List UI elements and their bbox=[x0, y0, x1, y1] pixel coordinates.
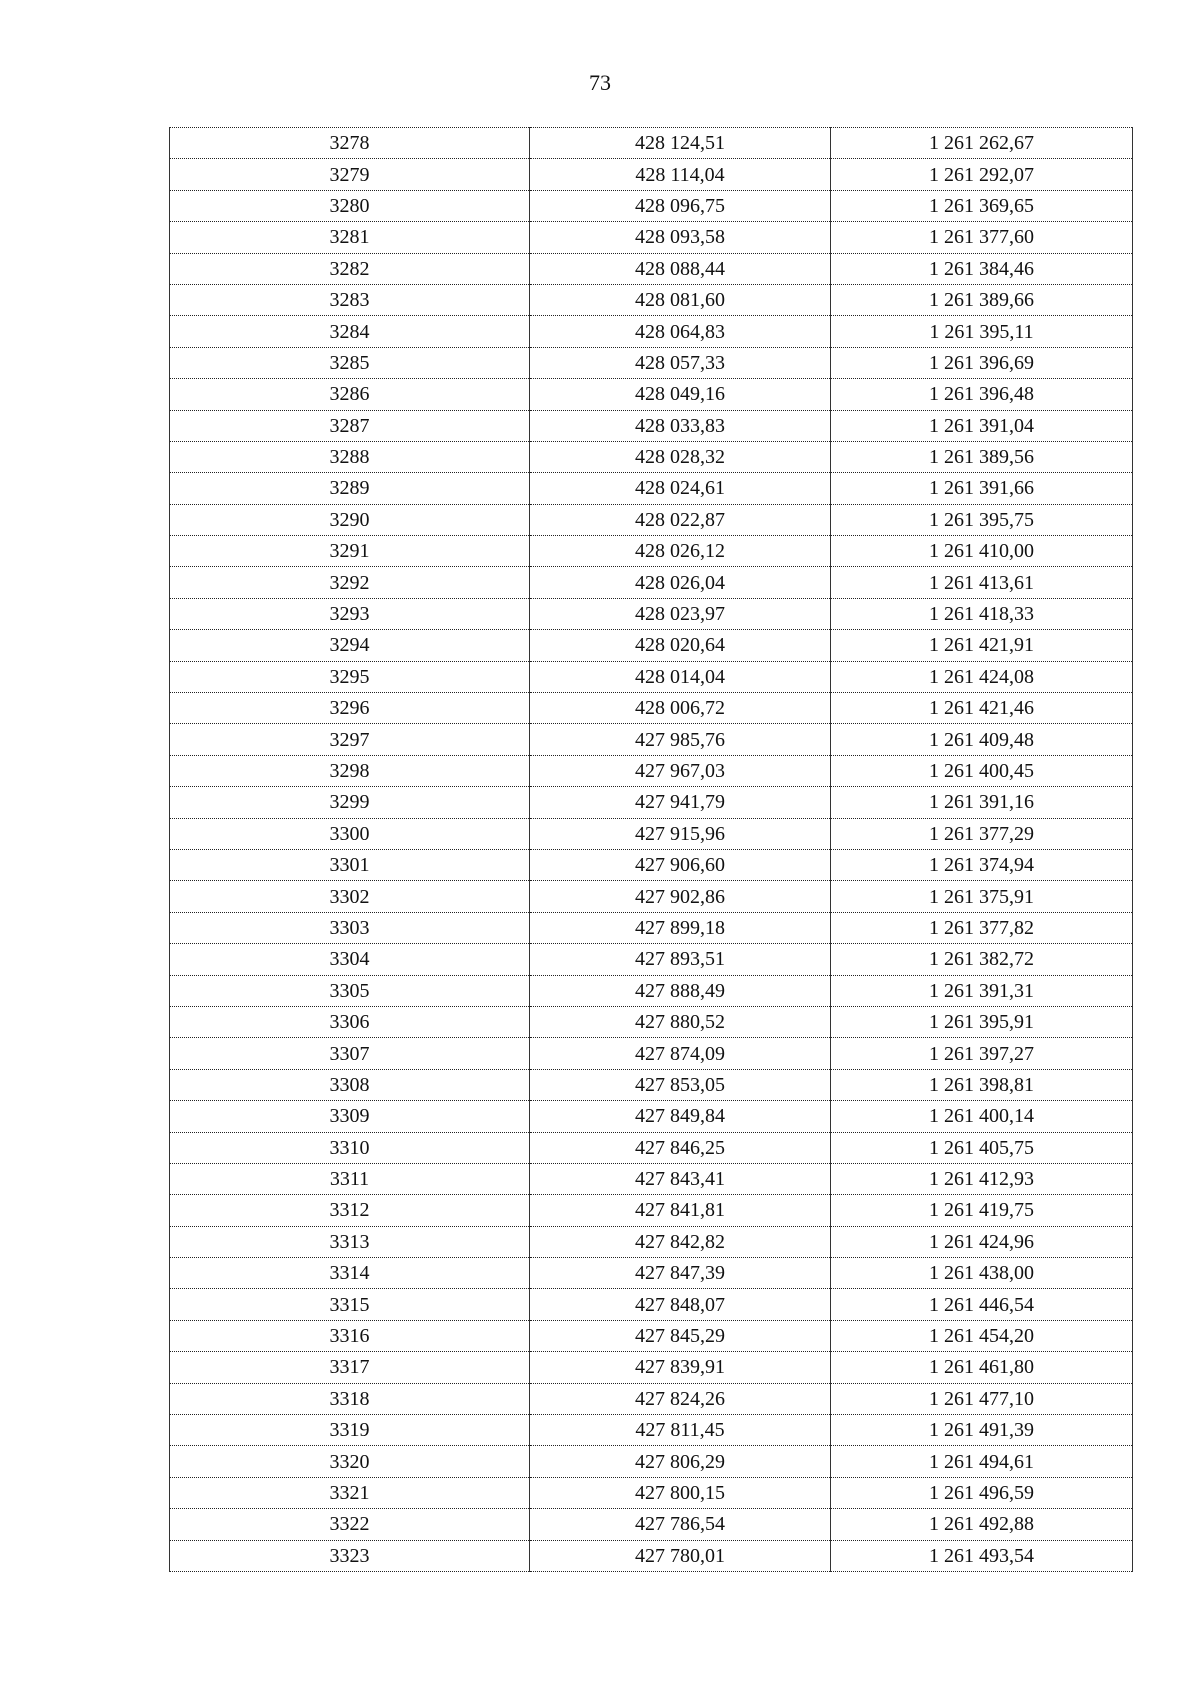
y-coordinate-cell: 1 261 292,07 bbox=[831, 159, 1133, 190]
y-coordinate-cell: 1 261 382,72 bbox=[831, 944, 1133, 975]
table-row bbox=[170, 536, 1133, 567]
point-number-cell: 3282 bbox=[170, 253, 530, 284]
y-coordinate-cell: 1 261 491,39 bbox=[831, 1415, 1133, 1446]
y-coordinate-cell: 1 261 377,82 bbox=[831, 912, 1133, 943]
point-number-cell: 3293 bbox=[170, 598, 530, 629]
table-row bbox=[170, 944, 1133, 975]
x-coordinate-cell: 428 088,44 bbox=[530, 253, 831, 284]
point-number-cell: 3283 bbox=[170, 284, 530, 315]
point-number-cell: 3280 bbox=[170, 190, 530, 221]
y-coordinate-cell: 1 261 391,66 bbox=[831, 473, 1133, 504]
table-row bbox=[170, 1446, 1133, 1477]
y-coordinate-cell: 1 261 395,75 bbox=[831, 504, 1133, 535]
point-number-cell: 3302 bbox=[170, 881, 530, 912]
table-row bbox=[170, 818, 1133, 849]
x-coordinate-cell: 428 020,64 bbox=[530, 630, 831, 661]
x-coordinate-cell: 427 853,05 bbox=[530, 1069, 831, 1100]
table-row bbox=[170, 849, 1133, 880]
point-number-cell: 3291 bbox=[170, 536, 530, 567]
table-row bbox=[170, 1195, 1133, 1226]
point-number-cell: 3298 bbox=[170, 755, 530, 786]
point-number-cell: 3294 bbox=[170, 630, 530, 661]
point-number-cell: 3281 bbox=[170, 222, 530, 253]
x-coordinate-cell: 427 806,29 bbox=[530, 1446, 831, 1477]
x-coordinate-cell: 427 780,01 bbox=[530, 1540, 831, 1571]
y-coordinate-cell: 1 261 421,91 bbox=[831, 630, 1133, 661]
point-number-cell: 3287 bbox=[170, 410, 530, 441]
point-number-cell: 3308 bbox=[170, 1069, 530, 1100]
x-coordinate-cell: 427 874,09 bbox=[530, 1038, 831, 1069]
x-coordinate-cell: 427 849,84 bbox=[530, 1101, 831, 1132]
page-number: 73 bbox=[589, 70, 611, 95]
y-coordinate-cell: 1 261 477,10 bbox=[831, 1383, 1133, 1414]
x-coordinate-cell: 427 811,45 bbox=[530, 1415, 831, 1446]
x-coordinate-cell: 428 023,97 bbox=[530, 598, 831, 629]
y-coordinate-cell: 1 261 377,60 bbox=[831, 222, 1133, 253]
point-number-cell: 3303 bbox=[170, 912, 530, 943]
point-number-cell: 3299 bbox=[170, 787, 530, 818]
point-number-cell: 3295 bbox=[170, 661, 530, 692]
y-coordinate-cell: 1 261 391,04 bbox=[831, 410, 1133, 441]
table-row bbox=[170, 1509, 1133, 1540]
y-coordinate-cell: 1 261 397,27 bbox=[831, 1038, 1133, 1069]
table-row bbox=[170, 724, 1133, 755]
x-coordinate-cell: 428 022,87 bbox=[530, 504, 831, 535]
table-row bbox=[170, 128, 1133, 159]
table-row bbox=[170, 473, 1133, 504]
table-row bbox=[170, 567, 1133, 598]
y-coordinate-cell: 1 261 395,91 bbox=[831, 1006, 1133, 1037]
table-row bbox=[170, 755, 1133, 786]
x-coordinate-cell: 428 124,51 bbox=[530, 128, 831, 159]
table-row bbox=[170, 190, 1133, 221]
y-coordinate-cell: 1 261 395,11 bbox=[831, 316, 1133, 347]
table-row bbox=[170, 379, 1133, 410]
x-coordinate-cell: 427 848,07 bbox=[530, 1289, 831, 1320]
y-coordinate-cell: 1 261 424,96 bbox=[831, 1226, 1133, 1257]
point-number-cell: 3292 bbox=[170, 567, 530, 598]
table-row bbox=[170, 222, 1133, 253]
point-number-cell: 3309 bbox=[170, 1101, 530, 1132]
point-number-cell: 3313 bbox=[170, 1226, 530, 1257]
table-row bbox=[170, 316, 1133, 347]
point-number-cell: 3304 bbox=[170, 944, 530, 975]
x-coordinate-cell: 427 843,41 bbox=[530, 1163, 831, 1194]
point-number-cell: 3315 bbox=[170, 1289, 530, 1320]
x-coordinate-cell: 428 093,58 bbox=[530, 222, 831, 253]
table-row bbox=[170, 441, 1133, 472]
coordinates-table-body bbox=[170, 128, 1133, 1572]
table-row bbox=[170, 159, 1133, 190]
table-row bbox=[170, 1352, 1133, 1383]
x-coordinate-cell: 428 114,04 bbox=[530, 159, 831, 190]
coordinates-table bbox=[169, 127, 1133, 1572]
y-coordinate-cell: 1 261 389,66 bbox=[831, 284, 1133, 315]
x-coordinate-cell: 427 899,18 bbox=[530, 912, 831, 943]
point-number-cell: 3316 bbox=[170, 1320, 530, 1351]
y-coordinate-cell: 1 261 493,54 bbox=[831, 1540, 1133, 1571]
point-number-cell: 3322 bbox=[170, 1509, 530, 1540]
y-coordinate-cell: 1 261 405,75 bbox=[831, 1132, 1133, 1163]
x-coordinate-cell: 427 847,39 bbox=[530, 1258, 831, 1289]
point-number-cell: 3318 bbox=[170, 1383, 530, 1414]
y-coordinate-cell: 1 261 492,88 bbox=[831, 1509, 1133, 1540]
x-coordinate-cell: 428 064,83 bbox=[530, 316, 831, 347]
x-coordinate-cell: 427 839,91 bbox=[530, 1352, 831, 1383]
x-coordinate-cell: 427 888,49 bbox=[530, 975, 831, 1006]
point-number-cell: 3289 bbox=[170, 473, 530, 504]
x-coordinate-cell: 427 906,60 bbox=[530, 849, 831, 880]
x-coordinate-cell: 427 967,03 bbox=[530, 755, 831, 786]
table-row bbox=[170, 1383, 1133, 1414]
table-row bbox=[170, 1540, 1133, 1571]
x-coordinate-cell: 427 915,96 bbox=[530, 818, 831, 849]
table-row bbox=[170, 347, 1133, 378]
y-coordinate-cell: 1 261 369,65 bbox=[831, 190, 1133, 221]
x-coordinate-cell: 428 026,04 bbox=[530, 567, 831, 598]
table-row bbox=[170, 284, 1133, 315]
x-coordinate-cell: 428 033,83 bbox=[530, 410, 831, 441]
table-row bbox=[170, 661, 1133, 692]
point-number-cell: 3278 bbox=[170, 128, 530, 159]
y-coordinate-cell: 1 261 374,94 bbox=[831, 849, 1133, 880]
y-coordinate-cell: 1 261 396,48 bbox=[831, 379, 1133, 410]
x-coordinate-cell: 428 026,12 bbox=[530, 536, 831, 567]
y-coordinate-cell: 1 261 421,46 bbox=[831, 693, 1133, 724]
table-row bbox=[170, 598, 1133, 629]
y-coordinate-cell: 1 261 496,59 bbox=[831, 1477, 1133, 1508]
point-number-cell: 3290 bbox=[170, 504, 530, 535]
x-coordinate-cell: 427 842,82 bbox=[530, 1226, 831, 1257]
x-coordinate-cell: 428 024,61 bbox=[530, 473, 831, 504]
point-number-cell: 3301 bbox=[170, 849, 530, 880]
x-coordinate-cell: 428 049,16 bbox=[530, 379, 831, 410]
x-coordinate-cell: 427 985,76 bbox=[530, 724, 831, 755]
table-row bbox=[170, 1415, 1133, 1446]
y-coordinate-cell: 1 261 494,61 bbox=[831, 1446, 1133, 1477]
point-number-cell: 3286 bbox=[170, 379, 530, 410]
point-number-cell: 3305 bbox=[170, 975, 530, 1006]
x-coordinate-cell: 428 014,04 bbox=[530, 661, 831, 692]
point-number-cell: 3314 bbox=[170, 1258, 530, 1289]
x-coordinate-cell: 427 893,51 bbox=[530, 944, 831, 975]
point-number-cell: 3284 bbox=[170, 316, 530, 347]
y-coordinate-cell: 1 261 446,54 bbox=[831, 1289, 1133, 1320]
x-coordinate-cell: 428 006,72 bbox=[530, 693, 831, 724]
y-coordinate-cell: 1 261 391,16 bbox=[831, 787, 1133, 818]
y-coordinate-cell: 1 261 389,56 bbox=[831, 441, 1133, 472]
table-row bbox=[170, 912, 1133, 943]
y-coordinate-cell: 1 261 384,46 bbox=[831, 253, 1133, 284]
y-coordinate-cell: 1 261 438,00 bbox=[831, 1258, 1133, 1289]
table-row bbox=[170, 253, 1133, 284]
point-number-cell: 3296 bbox=[170, 693, 530, 724]
x-coordinate-cell: 428 096,75 bbox=[530, 190, 831, 221]
y-coordinate-cell: 1 261 418,33 bbox=[831, 598, 1133, 629]
point-number-cell: 3306 bbox=[170, 1006, 530, 1037]
point-number-cell: 3311 bbox=[170, 1163, 530, 1194]
x-coordinate-cell: 427 824,26 bbox=[530, 1383, 831, 1414]
point-number-cell: 3319 bbox=[170, 1415, 530, 1446]
y-coordinate-cell: 1 261 412,93 bbox=[831, 1163, 1133, 1194]
table-row bbox=[170, 1038, 1133, 1069]
point-number-cell: 3307 bbox=[170, 1038, 530, 1069]
y-coordinate-cell: 1 261 377,29 bbox=[831, 818, 1133, 849]
point-number-cell: 3300 bbox=[170, 818, 530, 849]
table-row bbox=[170, 975, 1133, 1006]
x-coordinate-cell: 427 845,29 bbox=[530, 1320, 831, 1351]
table-row bbox=[170, 504, 1133, 535]
y-coordinate-cell: 1 261 454,20 bbox=[831, 1320, 1133, 1351]
y-coordinate-cell: 1 261 391,31 bbox=[831, 975, 1133, 1006]
point-number-cell: 3279 bbox=[170, 159, 530, 190]
point-number-cell: 3312 bbox=[170, 1195, 530, 1226]
table-row bbox=[170, 1226, 1133, 1257]
y-coordinate-cell: 1 261 409,48 bbox=[831, 724, 1133, 755]
y-coordinate-cell: 1 261 461,80 bbox=[831, 1352, 1133, 1383]
y-coordinate-cell: 1 261 400,45 bbox=[831, 755, 1133, 786]
x-coordinate-cell: 427 880,52 bbox=[530, 1006, 831, 1037]
table-row bbox=[170, 1289, 1133, 1320]
x-coordinate-cell: 428 028,32 bbox=[530, 441, 831, 472]
point-number-cell: 3288 bbox=[170, 441, 530, 472]
table-row bbox=[170, 1069, 1133, 1100]
x-coordinate-cell: 427 786,54 bbox=[530, 1509, 831, 1540]
y-coordinate-cell: 1 261 375,91 bbox=[831, 881, 1133, 912]
x-coordinate-cell: 427 800,15 bbox=[530, 1477, 831, 1508]
point-number-cell: 3320 bbox=[170, 1446, 530, 1477]
y-coordinate-cell: 1 261 424,08 bbox=[831, 661, 1133, 692]
point-number-cell: 3321 bbox=[170, 1477, 530, 1508]
x-coordinate-cell: 427 846,25 bbox=[530, 1132, 831, 1163]
table-row bbox=[170, 410, 1133, 441]
point-number-cell: 3317 bbox=[170, 1352, 530, 1383]
table-row bbox=[170, 1101, 1133, 1132]
y-coordinate-cell: 1 261 400,14 bbox=[831, 1101, 1133, 1132]
x-coordinate-cell: 428 057,33 bbox=[530, 347, 831, 378]
table-row bbox=[170, 787, 1133, 818]
table-row bbox=[170, 1006, 1133, 1037]
table-row bbox=[170, 693, 1133, 724]
table-row bbox=[170, 881, 1133, 912]
point-number-cell: 3297 bbox=[170, 724, 530, 755]
x-coordinate-cell: 428 081,60 bbox=[530, 284, 831, 315]
y-coordinate-cell: 1 261 262,67 bbox=[831, 128, 1133, 159]
table-row bbox=[170, 1477, 1133, 1508]
y-coordinate-cell: 1 261 396,69 bbox=[831, 347, 1133, 378]
table-row bbox=[170, 1320, 1133, 1351]
x-coordinate-cell: 427 902,86 bbox=[530, 881, 831, 912]
table-row bbox=[170, 1132, 1133, 1163]
y-coordinate-cell: 1 261 398,81 bbox=[831, 1069, 1133, 1100]
point-number-cell: 3285 bbox=[170, 347, 530, 378]
x-coordinate-cell: 427 941,79 bbox=[530, 787, 831, 818]
y-coordinate-cell: 1 261 413,61 bbox=[831, 567, 1133, 598]
y-coordinate-cell: 1 261 419,75 bbox=[831, 1195, 1133, 1226]
table-row bbox=[170, 1163, 1133, 1194]
table-row bbox=[170, 1258, 1133, 1289]
y-coordinate-cell: 1 261 410,00 bbox=[831, 536, 1133, 567]
point-number-cell: 3310 bbox=[170, 1132, 530, 1163]
point-number-cell: 3323 bbox=[170, 1540, 530, 1571]
x-coordinate-cell: 427 841,81 bbox=[530, 1195, 831, 1226]
table-row bbox=[170, 630, 1133, 661]
